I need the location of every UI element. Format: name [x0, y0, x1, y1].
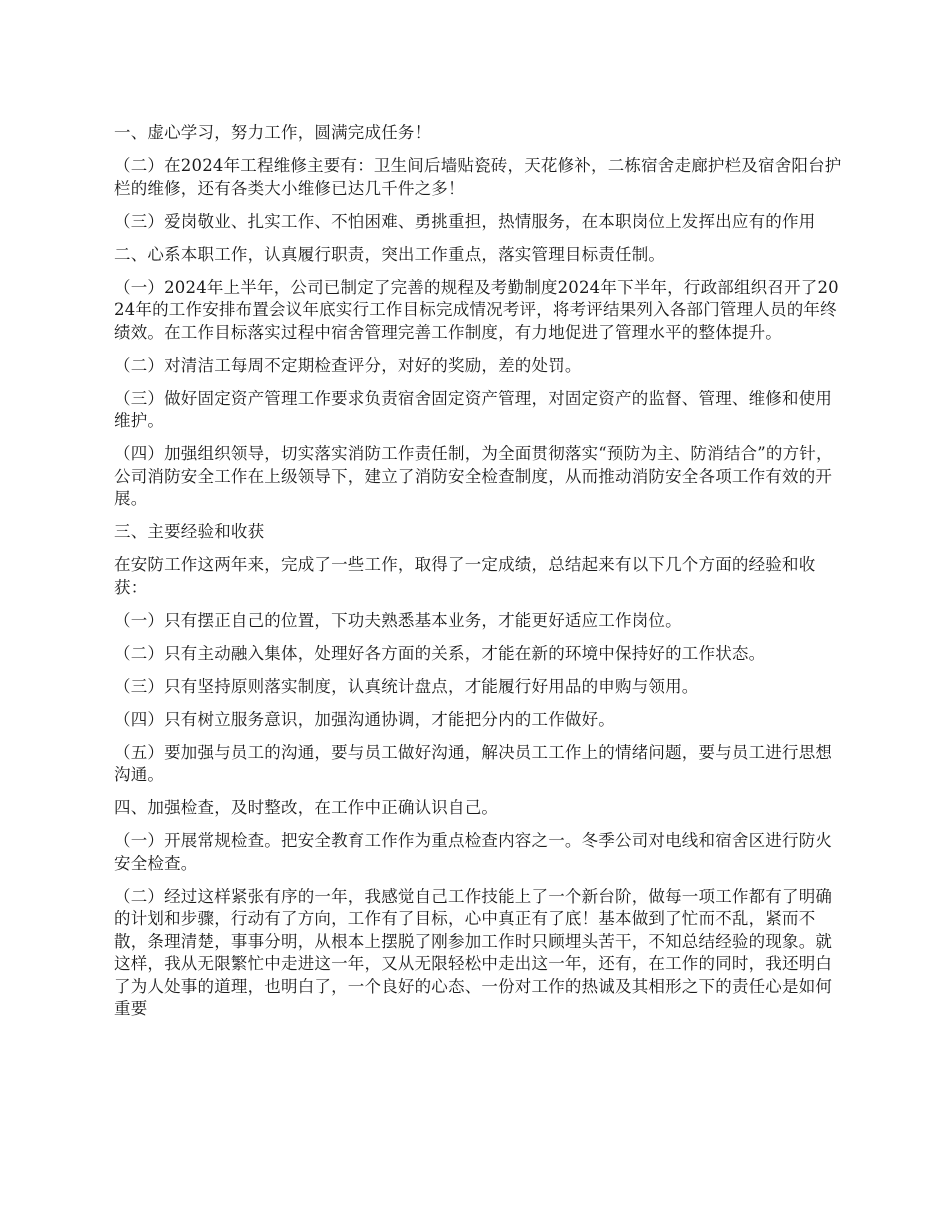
paragraph: （四）加强组织领导，切实落实消防工作责任制，为全面贯彻落实“预防为主、防消结合”的方针，公司消防安全工作在上级领导下，建立了消防安全检查制度，从而推动消防安全各项工作有效的开展。 — [114, 444, 833, 508]
paragraph: （五）要加强与员工的沟通，要与员工做好沟通，解决员工工作上的情绪问题，要与员工进行思想沟通。 — [114, 742, 833, 784]
section-heading-1: 一、虚心学习，努力工作，圆满完成任务！ — [114, 123, 432, 142]
paragraph: （三）只有坚持原则落实制度，认真统计盘点，才能履行好用品的申购与领用。 — [114, 676, 699, 696]
paragraph: 在安防工作这两年来，完成了一些工作，取得了一定成绩，总结起来有以下几个方面的经验和收获： — [114, 555, 816, 597]
paragraph: （三）做好固定资产管理工作要求负责宿舍固定资产管理，对固定资产的监督、管理、维修和使用维护。 — [114, 388, 833, 430]
paragraph: （四）只有树立服务意识，加强沟通协调，才能把分内的工作做好。 — [114, 709, 615, 729]
paragraph: （二）只有主动融入集体，处理好各方面的关系，才能在新的环境中保持好的工作状态。 — [114, 643, 766, 663]
section-heading-4: 四、加强检查，及时整改，在工作中正确认识自己。 — [114, 798, 499, 817]
section-heading-2: 二、心系本职工作，认真履行职责，突出工作重点，落实管理目标责任制。 — [114, 244, 666, 264]
paragraph: （一）只有摆正自己的位置，下功夫熟悉基本业务，才能更好适应工作岗位。 — [114, 610, 682, 630]
paragraph: （二）经过这样紧张有序的一年，我感觉自己工作技能上了一个新台阶，做每一项工作都有了明确的计划和步骤，行动有了方向，工作有了目标，心中真正有了底！基本做到了忙而不乱，紧而不散，条理清楚，事事分明，从根本上摆脱了刚参加工作时只顾埋头苦干，不知总结经验的现象。就这样，我从无限繁忙中走进这一年，又从无限轻松中走出这一年，还有，在工作的同时，我还明白了为人处事的道理，也明白了，一个良好的心态、一份对工作的热诚及其相形之下的责任心是如何重要 — [114, 886, 833, 1018]
paragraph: （二）在2024年工程维修主要有：卫生间后墙贴瓷砖，天花修补，二栋宿舍走廊护栏及宿舍阳台护栏的维修，还有各类大小维修已达几千件之多！ — [114, 156, 842, 198]
section-heading-3: 三、主要经验和收获 — [114, 522, 265, 541]
paragraph: （三）爱岗敬业、扎实工作、不怕困难、勇挑重担，热情服务，在本职岗位上发挥出应有的作用 — [114, 211, 816, 231]
paragraph: （一）2024年上半年，公司已制定了完善的规程及考勤制度2024年下半年，行政部组织召开了2024年的工作安排布置会议年底实行工作目标完成情况考评，将考评结果列入各部门管理人员的年终绩效。在工作目标落实过程中宿舍管理完善工作制度，有力地促进了管理水平的整体提升。 — [114, 277, 839, 342]
paragraph: （一）开展常规检查。把安全教育工作作为重点检查内容之一。冬季公司对电线和宿舍区进行防火安全检查。 — [114, 831, 833, 873]
document-page — [114, 122, 844, 1031]
paragraph: （二）对清洁工每周不定期检查评分，对好的奖励，差的处罚。 — [114, 355, 582, 375]
